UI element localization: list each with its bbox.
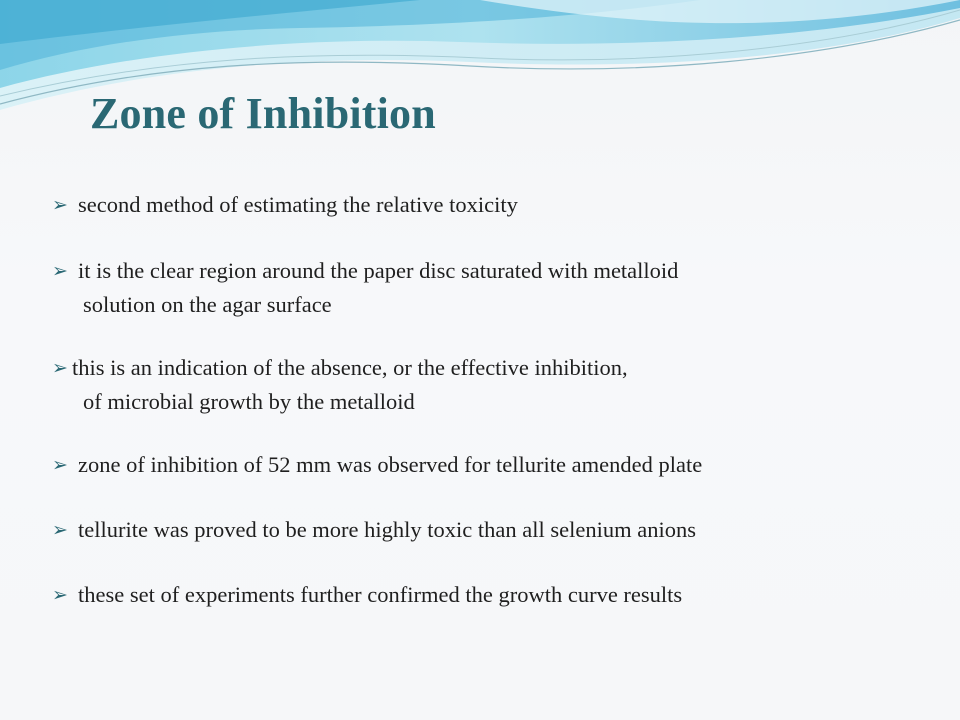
bullet-text-continuation: solution on the agar surface (83, 292, 332, 317)
slide-title: Zone of Inhibition (90, 89, 436, 138)
arrow-bullet-icon: ➢ (52, 519, 68, 541)
arrow-bullet-icon: ➢ (52, 194, 68, 216)
bullet-text: it is the clear region around the paper disc saturated with metalloid (78, 258, 679, 283)
bullet-text: this is an indication of the absence, or the effective inhibition, (72, 355, 628, 380)
arrow-bullet-icon: ➢ (52, 357, 68, 379)
bullet-item (52, 448, 932, 482)
bullet-text-continuation: of microbial growth by the metalloid (83, 389, 415, 414)
arrow-bullet-icon: ➢ (52, 260, 68, 282)
bullet-text: zone of inhibition of 52 mm was observed for tellurite amended plate (78, 452, 703, 477)
bullet-item (52, 513, 932, 547)
arrow-bullet-icon: ➢ (52, 454, 68, 476)
bullet-item (52, 578, 932, 612)
bullet-text: these set of experiments further confirmed the growth curve results (78, 582, 683, 607)
bullet-text: tellurite was proved to be more highly toxic than all selenium anions (78, 517, 696, 542)
arrow-bullet-icon: ➢ (52, 584, 68, 606)
bullet-item (52, 188, 932, 222)
bullet-item (52, 254, 932, 321)
bullet-item (52, 351, 932, 418)
bullet-text: second method of estimating the relative toxicity (78, 192, 518, 217)
